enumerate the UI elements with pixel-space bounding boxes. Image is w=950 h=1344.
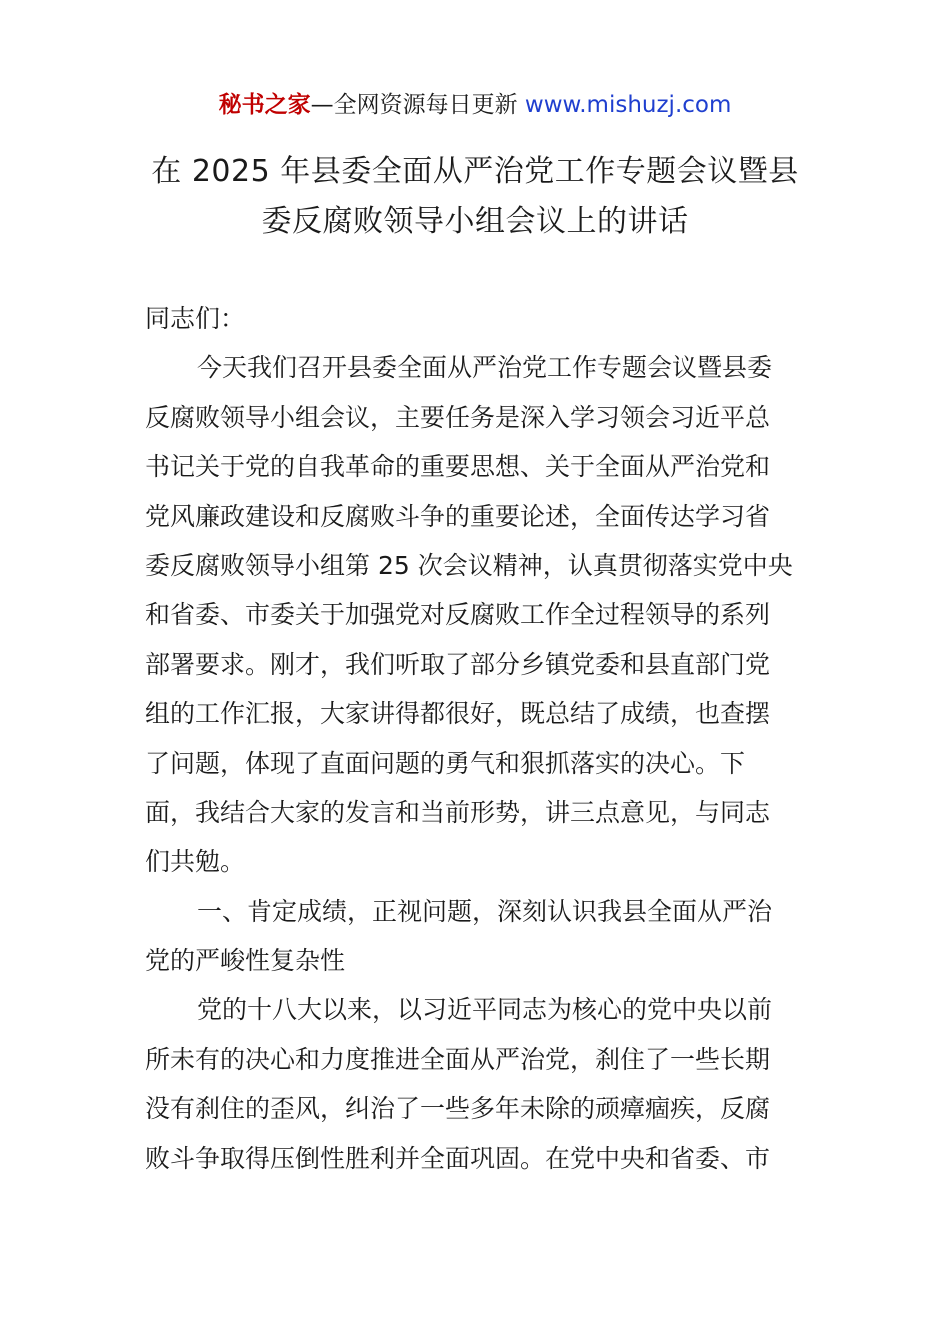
section-heading-line: 党的严峻性复杂性	[145, 946, 346, 976]
paragraph-line: 和省委、市委关于加强党对反腐败工作全过程领导的系列	[145, 600, 771, 630]
document-title	[60, 147, 890, 247]
paragraph-line: 了问题，体现了直面问题的勇气和狠抓落实的决心。下	[145, 748, 746, 778]
title-line: 在 2025 年县委全面从严治党工作专题会议暨县	[151, 154, 799, 189]
site-header	[0, 88, 950, 122]
document-body	[145, 294, 810, 1183]
paragraph-line: 党的十八大以来，以习近平同志为核心的党中央以前	[197, 995, 773, 1025]
paragraph-line: 败斗争取得压倒性胜利并全面巩固。在党中央和省委、市	[145, 1143, 771, 1173]
site-brand: 秘书之家	[218, 92, 311, 118]
paragraph-line: 部署要求。刚才，我们听取了部分乡镇党委和县直部门党	[145, 649, 771, 679]
paragraph-line: 没有刹住的歪风，纠治了一些多年未除的顽瘴痼疾，反腐	[145, 1094, 771, 1124]
site-url-link[interactable]: www.mishuzj.com	[524, 92, 732, 118]
paragraph-line: 党风廉政建设和反腐败斗争的重要论述，全面传达学习省	[145, 501, 771, 531]
paragraph-line: 书记关于党的自我革命的重要思想、关于全面从严治党和	[145, 452, 771, 482]
paragraph-line: 所未有的决心和力度推进全面从严治党，刹住了一些长期	[145, 1044, 771, 1074]
section-heading-line: 一、肯定成绩，正视问题，深刻认识我县全面从严治	[197, 896, 773, 926]
paragraph-line: 面，我结合大家的发言和当前形势，讲三点意见，与同志	[145, 797, 771, 827]
site-tagline: —全网资源每日更新	[310, 92, 525, 118]
salutation: 同志们：	[145, 304, 246, 333]
paragraph-line: 今天我们召开县委全面从严治党工作专题会议暨县委	[197, 353, 773, 383]
paragraph-line: 反腐败领导小组会议，主要任务是深入学习领会习近平总	[145, 402, 771, 432]
paragraph-line: 们共勉。	[145, 847, 246, 877]
paragraph-line: 委反腐败领导小组第 25 次会议精神，认真贯彻落实党中央	[145, 550, 793, 580]
title-line: 委反腐败领导小组会议上的讲话	[261, 204, 689, 239]
paragraph-line: 组的工作汇报，大家讲得都很好，既总结了成绩，也查摆	[145, 699, 771, 729]
